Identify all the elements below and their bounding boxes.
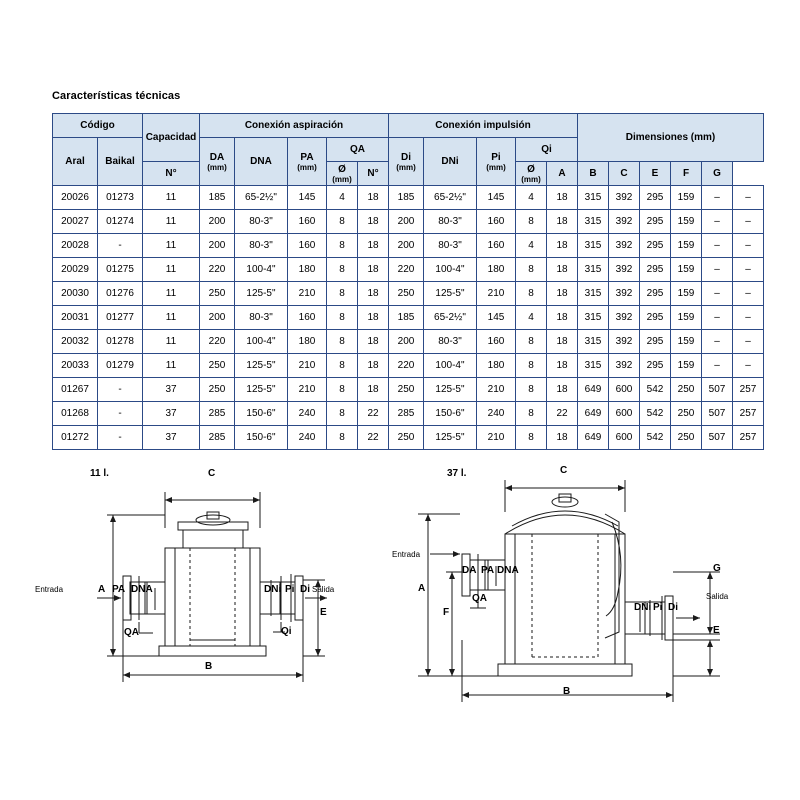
cell-value: 8 [327, 330, 358, 354]
table-row[interactable] [53, 258, 764, 282]
table-row[interactable] [53, 234, 764, 258]
cell-value: 159 [671, 330, 702, 354]
right-label-A: A [418, 583, 426, 594]
cell-value: 4 [516, 234, 547, 258]
cell-aral: 20029 [53, 258, 98, 282]
cell-value: 392 [609, 210, 640, 234]
cell-value: 22 [547, 402, 578, 426]
cell-value: 18 [547, 306, 578, 330]
cell-value: 18 [358, 258, 389, 282]
table-row[interactable] [53, 186, 764, 210]
cell-value: 200 [200, 210, 235, 234]
right-label-DNA: DNA [497, 565, 519, 576]
header-dim-c: C [609, 162, 640, 186]
cell-value: 8 [327, 354, 358, 378]
header-pa-unit: (mm) [297, 162, 317, 172]
header-dim-a: A [547, 162, 578, 186]
cell-value: 257 [733, 402, 764, 426]
cell-aral: 20028 [53, 234, 98, 258]
cell-value: 22 [358, 402, 389, 426]
cell-baikal: 01275 [98, 258, 143, 282]
cell-value: – [702, 282, 733, 306]
cell-value: 150-6" [235, 426, 288, 450]
cell-value: 37 [143, 378, 200, 402]
cell-value: 185 [389, 306, 424, 330]
cell-baikal: - [98, 402, 143, 426]
cell-value: 220 [389, 354, 424, 378]
cell-baikal: 01276 [98, 282, 143, 306]
left-label-Pi: Pi [285, 584, 295, 595]
table-row[interactable] [53, 354, 764, 378]
header-conexion-impulsion: Conexión impulsión [389, 114, 578, 138]
cell-value: 8 [516, 330, 547, 354]
cell-value: 315 [578, 234, 609, 258]
cell-value: 18 [547, 282, 578, 306]
cell-value: 649 [578, 402, 609, 426]
cell-value: 315 [578, 258, 609, 282]
cell-value: 18 [547, 426, 578, 450]
cell-value: 125-5" [424, 282, 477, 306]
cell-value: 392 [609, 234, 640, 258]
header-dni: DNi [424, 138, 477, 186]
cell-value: 11 [143, 330, 200, 354]
header-conexion-aspiracion: Conexión aspiración [200, 114, 389, 138]
cell-value: 8 [516, 402, 547, 426]
header-da-label: DA [209, 151, 225, 163]
header-baikal: Baikal [98, 138, 143, 186]
cell-value: 65-2½" [235, 186, 288, 210]
cell-value: 145 [288, 186, 327, 210]
header-dim-g: G [702, 162, 733, 186]
cell-value: 220 [200, 330, 235, 354]
right-label-E: E [713, 625, 720, 636]
cell-value: 210 [477, 282, 516, 306]
cell-value: 11 [143, 282, 200, 306]
header-da [200, 138, 235, 186]
right-label-C: C [560, 465, 568, 476]
cell-value: 240 [477, 402, 516, 426]
cell-value: 8 [516, 426, 547, 450]
left-label-B: B [205, 661, 213, 672]
cell-value: – [702, 186, 733, 210]
right-label-PA: PA [481, 565, 495, 576]
cell-value: 125-5" [424, 426, 477, 450]
left-label-DNi: DNi [264, 584, 282, 595]
cell-value: 159 [671, 354, 702, 378]
cell-value: 125-5" [235, 378, 288, 402]
header-qa: QA [327, 138, 389, 162]
cell-value: – [702, 306, 733, 330]
cell-value: 100-4" [424, 258, 477, 282]
cell-value: 18 [358, 354, 389, 378]
cell-value: 210 [477, 378, 516, 402]
cell-aral: 20031 [53, 306, 98, 330]
cell-value: 250 [200, 282, 235, 306]
right-label-F: F [443, 607, 450, 618]
header-pi-unit: (mm) [486, 162, 506, 172]
cell-value: 80-3" [235, 234, 288, 258]
cell-value: 145 [477, 186, 516, 210]
cell-value: – [733, 330, 764, 354]
cell-aral: 20032 [53, 330, 98, 354]
cell-aral: 20033 [53, 354, 98, 378]
cell-value: 8 [327, 282, 358, 306]
header-dna: DNA [235, 138, 288, 186]
header-pa-label: PA [300, 151, 314, 163]
cell-value: 160 [477, 210, 516, 234]
cell-value: 4 [327, 186, 358, 210]
cell-value: 8 [327, 258, 358, 282]
cell-value: 4 [516, 306, 547, 330]
cell-value: 80-3" [235, 306, 288, 330]
cell-value: – [702, 234, 733, 258]
cell-aral: 01272 [53, 426, 98, 450]
cell-value: 250 [200, 378, 235, 402]
cell-value: 8 [327, 426, 358, 450]
cell-value: 8 [516, 378, 547, 402]
cell-value: 295 [640, 330, 671, 354]
header-dim-f: F [671, 162, 702, 186]
cell-value: – [733, 306, 764, 330]
cell-value: 18 [358, 330, 389, 354]
cell-value: 159 [671, 306, 702, 330]
cell-value: 150-6" [424, 402, 477, 426]
left-label-Di: Di [300, 584, 310, 595]
cell-value: – [733, 234, 764, 258]
cell-value: – [733, 258, 764, 282]
cell-value: 159 [671, 282, 702, 306]
cell-value: – [702, 258, 733, 282]
cell-value: 4 [516, 186, 547, 210]
cell-value: 180 [288, 258, 327, 282]
cell-value: 295 [640, 186, 671, 210]
cell-value: 80-3" [424, 234, 477, 258]
cell-value: 18 [358, 186, 389, 210]
cell-value: 22 [358, 426, 389, 450]
cell-value: 8 [327, 234, 358, 258]
cell-value: 80-3" [235, 210, 288, 234]
cell-value: 507 [702, 426, 733, 450]
cell-value: 8 [516, 282, 547, 306]
left-label-A: A [98, 584, 106, 595]
left-label-C: C [208, 468, 216, 479]
cell-baikal: - [98, 378, 143, 402]
cell-value: 315 [578, 210, 609, 234]
cell-baikal: 01278 [98, 330, 143, 354]
cell-value: – [702, 330, 733, 354]
right-label-Di: Di [668, 602, 678, 613]
right-label-QA: QA [472, 593, 487, 604]
header-dim-e: E [640, 162, 671, 186]
cell-value: 240 [288, 402, 327, 426]
cell-value: 150-6" [235, 402, 288, 426]
cell-value: – [733, 354, 764, 378]
cell-value: 250 [671, 378, 702, 402]
cell-value: 185 [200, 186, 235, 210]
cell-value: 100-4" [235, 258, 288, 282]
cell-value: 159 [671, 258, 702, 282]
page-title: Características técnicas [52, 90, 181, 102]
cell-value: 18 [547, 330, 578, 354]
cell-value: 257 [733, 378, 764, 402]
cell-value: 160 [477, 234, 516, 258]
table-row[interactable] [53, 378, 764, 402]
cell-aral: 01268 [53, 402, 98, 426]
table-body [53, 186, 764, 450]
cell-value: 649 [578, 378, 609, 402]
cell-value: 250 [389, 378, 424, 402]
cell-value: 8 [327, 306, 358, 330]
left-label-entrada: Entrada [35, 585, 64, 594]
cell-value: 392 [609, 282, 640, 306]
right-label-DA: DA [462, 565, 477, 576]
left-drawing-caption: 11 l. [90, 468, 109, 479]
cell-value: – [733, 282, 764, 306]
technical-specs-table [52, 113, 764, 450]
header-qi: Qi [516, 138, 578, 162]
header-dim-b: B [578, 162, 609, 186]
cell-baikal: 01274 [98, 210, 143, 234]
cell-baikal: 01273 [98, 186, 143, 210]
cell-value: 250 [389, 426, 424, 450]
cell-value: – [733, 186, 764, 210]
header-qa-n: N° [143, 162, 200, 186]
left-filter-drawing [35, 470, 395, 750]
cell-value: 80-3" [424, 330, 477, 354]
cell-value: 8 [516, 210, 547, 234]
cell-value: 18 [547, 210, 578, 234]
cell-value: 295 [640, 306, 671, 330]
cell-value: 80-3" [424, 210, 477, 234]
cell-value: 210 [477, 426, 516, 450]
cell-value: 18 [358, 306, 389, 330]
cell-value: 100-4" [424, 354, 477, 378]
cell-aral: 20027 [53, 210, 98, 234]
header-pi-label: Pi [491, 151, 501, 163]
cell-value: 125-5" [235, 354, 288, 378]
cell-value: 200 [389, 234, 424, 258]
cell-value: 315 [578, 306, 609, 330]
cell-value: 11 [143, 234, 200, 258]
cell-value: 185 [389, 186, 424, 210]
cell-value: 18 [547, 258, 578, 282]
cell-value: 125-5" [424, 378, 477, 402]
right-filter-drawing [400, 462, 790, 742]
cell-value: 542 [640, 378, 671, 402]
header-qi-n: N° [358, 162, 389, 186]
cell-value: 145 [477, 306, 516, 330]
left-label-PA: PA [112, 584, 126, 595]
header-pi [477, 138, 516, 186]
cell-value: 507 [702, 378, 733, 402]
cell-value: 125-5" [235, 282, 288, 306]
cell-value: 8 [327, 402, 358, 426]
cell-value: 220 [200, 258, 235, 282]
cell-value: 65-2½" [424, 306, 477, 330]
cell-value: 507 [702, 402, 733, 426]
right-label-Pi: Pi [653, 602, 663, 613]
cell-value: 159 [671, 210, 702, 234]
cell-value: 200 [200, 234, 235, 258]
left-label-salida: Salida [312, 585, 335, 594]
cell-value: 392 [609, 354, 640, 378]
cell-value: 200 [200, 306, 235, 330]
cell-value: 250 [671, 426, 702, 450]
cell-value: 257 [733, 426, 764, 450]
cell-value: 180 [288, 330, 327, 354]
drawings-area [0, 440, 800, 760]
cell-value: 100-4" [235, 330, 288, 354]
table-row[interactable] [53, 306, 764, 330]
cell-baikal: 01279 [98, 354, 143, 378]
cell-value: 18 [547, 354, 578, 378]
cell-value: 315 [578, 330, 609, 354]
cell-value: 18 [547, 378, 578, 402]
cell-value: 8 [327, 378, 358, 402]
cell-value: 392 [609, 186, 640, 210]
left-label-Qi: Qi [281, 626, 292, 637]
cell-value: 250 [671, 402, 702, 426]
right-label-B: B [563, 686, 571, 697]
cell-value: – [702, 210, 733, 234]
header-pa [288, 138, 327, 186]
cell-aral: 01267 [53, 378, 98, 402]
left-label-DNA: DNA [131, 584, 153, 595]
cell-value: 159 [671, 186, 702, 210]
cell-value: 18 [358, 210, 389, 234]
cell-value: 315 [578, 186, 609, 210]
header-qi-o-unit: (mm) [521, 174, 541, 184]
cell-value: 180 [477, 258, 516, 282]
cell-value: 220 [389, 258, 424, 282]
cell-value: 37 [143, 402, 200, 426]
cell-value: 250 [200, 354, 235, 378]
header-di-label: Di [401, 151, 411, 163]
cell-value: 160 [288, 210, 327, 234]
cell-baikal: 01277 [98, 306, 143, 330]
header-codigo: Código [53, 114, 143, 138]
left-label-QA: QA [124, 627, 139, 638]
cell-value: 18 [547, 234, 578, 258]
cell-value: 200 [389, 210, 424, 234]
header-qa-o [327, 162, 358, 186]
cell-value: 240 [288, 426, 327, 450]
cell-value: 210 [288, 378, 327, 402]
cell-baikal: - [98, 426, 143, 450]
cell-value: 315 [578, 282, 609, 306]
cell-value: – [702, 354, 733, 378]
right-label-DNi: DNi [634, 602, 652, 613]
cell-value: 8 [516, 258, 547, 282]
cell-value: 159 [671, 234, 702, 258]
cell-value: 285 [200, 402, 235, 426]
cell-value: 315 [578, 354, 609, 378]
cell-value: 18 [358, 234, 389, 258]
cell-value: 392 [609, 306, 640, 330]
cell-value: 295 [640, 210, 671, 234]
right-drawing-caption: 37 l. [447, 468, 467, 479]
header-qi-o-label: Ø [527, 163, 535, 175]
cell-value: 160 [477, 330, 516, 354]
cell-value: 18 [358, 282, 389, 306]
cell-value: 160 [288, 306, 327, 330]
header-qi-o [516, 162, 547, 186]
cell-value: 18 [358, 378, 389, 402]
cell-value: 392 [609, 330, 640, 354]
cell-value: 210 [288, 354, 327, 378]
cell-value: 160 [288, 234, 327, 258]
cell-value: 600 [609, 426, 640, 450]
cell-value: 8 [327, 210, 358, 234]
cell-value: 250 [389, 282, 424, 306]
left-label-E: E [320, 607, 327, 618]
cell-value: 542 [640, 426, 671, 450]
cell-value: 295 [640, 282, 671, 306]
cell-value: 11 [143, 186, 200, 210]
cell-value: 295 [640, 234, 671, 258]
cell-value: 11 [143, 354, 200, 378]
cell-value: 285 [200, 426, 235, 450]
cell-value: 200 [389, 330, 424, 354]
cell-value: 65-2½" [424, 186, 477, 210]
cell-value: 11 [143, 306, 200, 330]
header-di [389, 138, 424, 186]
right-label-entrada: Entrada [392, 550, 421, 559]
cell-aral: 20030 [53, 282, 98, 306]
cell-value: 295 [640, 258, 671, 282]
cell-value: 392 [609, 258, 640, 282]
header-qa-o-label: Ø [338, 163, 346, 175]
cell-baikal: - [98, 234, 143, 258]
right-label-salida: Salida [706, 592, 729, 601]
cell-value: 11 [143, 258, 200, 282]
right-label-G: G [713, 563, 721, 574]
cell-value: – [733, 210, 764, 234]
cell-aral: 20026 [53, 186, 98, 210]
cell-value: 210 [288, 282, 327, 306]
table-row[interactable] [53, 330, 764, 354]
header-di-unit: (mm) [396, 162, 416, 172]
cell-value: 542 [640, 402, 671, 426]
table-row[interactable] [53, 282, 764, 306]
table-row[interactable] [53, 210, 764, 234]
cell-value: 11 [143, 210, 200, 234]
header-qa-o-unit: (mm) [332, 174, 352, 184]
cell-value: 600 [609, 402, 640, 426]
cell-value: 180 [477, 354, 516, 378]
cell-value: 295 [640, 354, 671, 378]
cell-value: 649 [578, 426, 609, 450]
cell-value: 37 [143, 426, 200, 450]
cell-value: 285 [389, 402, 424, 426]
header-capacidad: Capacidad [143, 114, 200, 162]
table-row[interactable] [53, 402, 764, 426]
header-da-unit: (mm) [207, 162, 227, 172]
cell-value: 18 [547, 186, 578, 210]
header-aral: Aral [53, 138, 98, 186]
cell-value: 600 [609, 378, 640, 402]
table-header-group-row [53, 114, 764, 138]
cell-value: 8 [516, 354, 547, 378]
header-dimensiones: Dimensiones (mm) [578, 114, 764, 162]
